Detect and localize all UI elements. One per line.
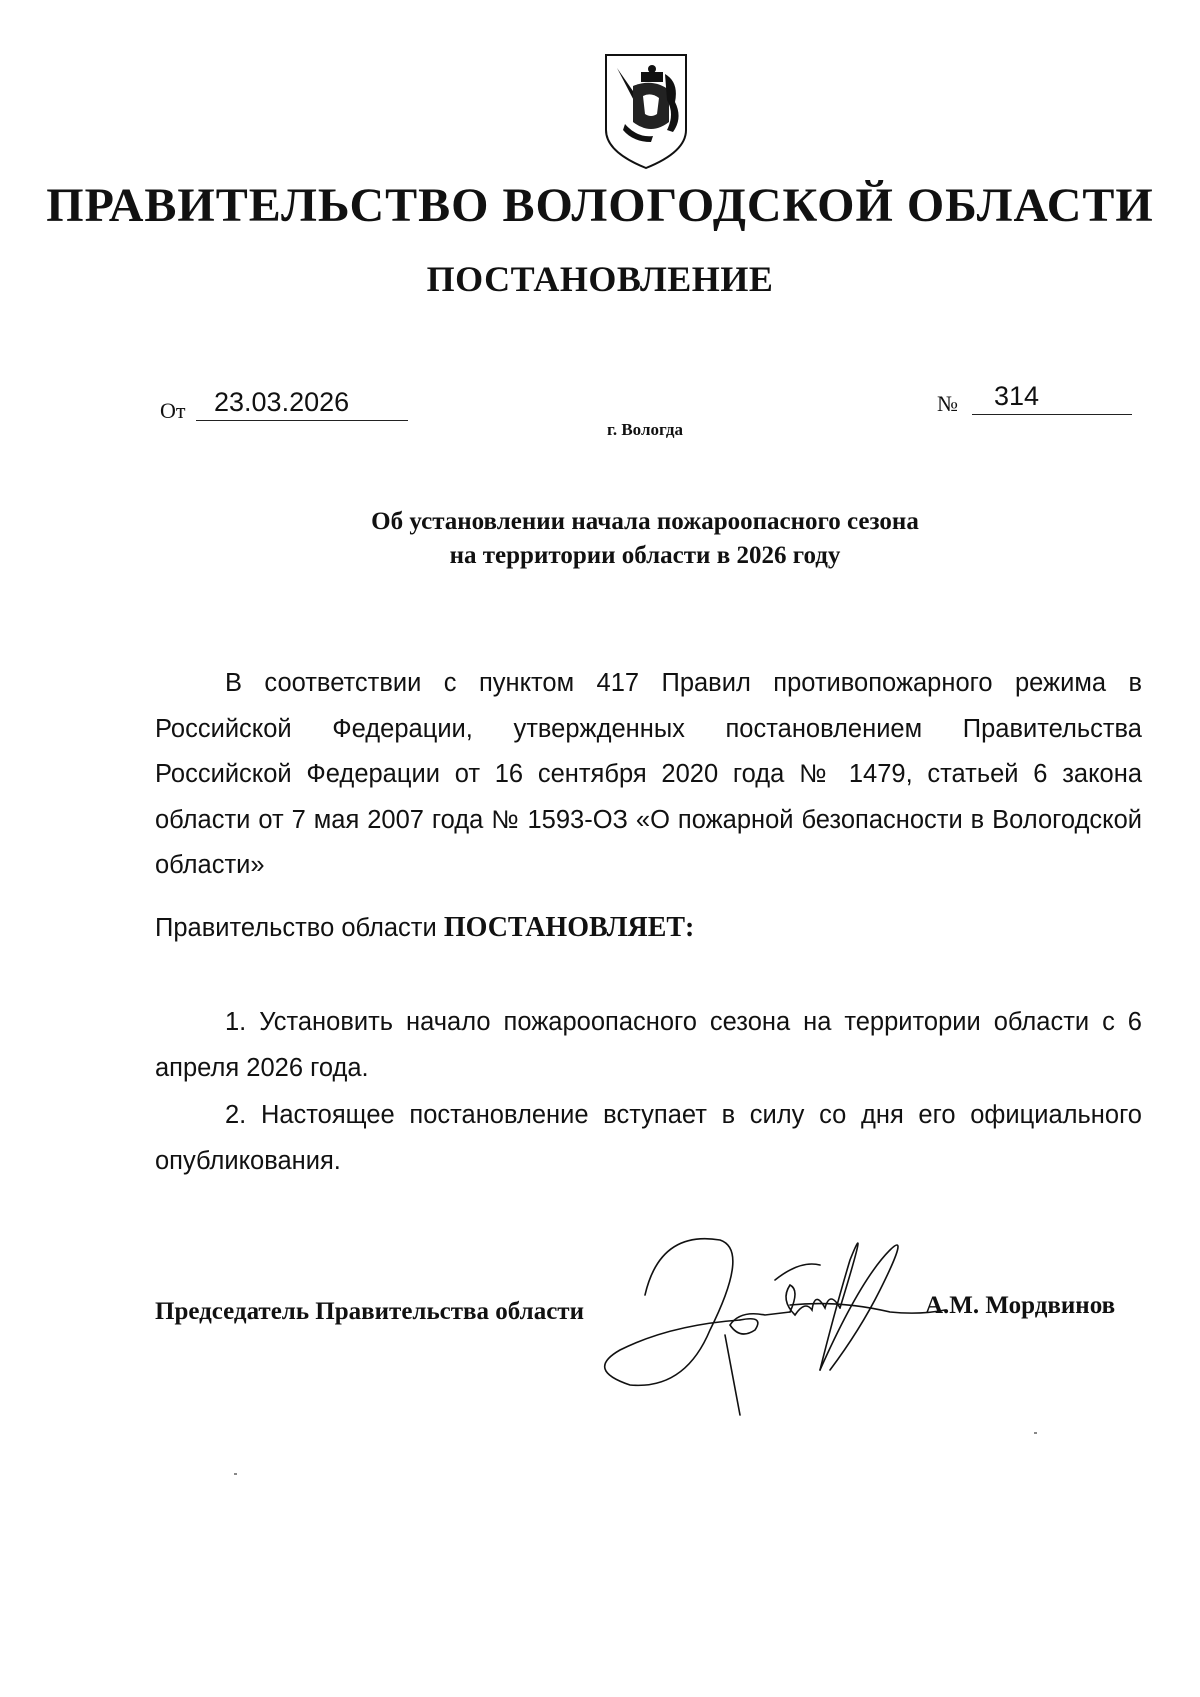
scan-speck [234,1473,237,1475]
coat-of-arms-icon [603,52,689,172]
signer-name: А.М. Мордвинов [925,1292,1116,1319]
signer-title: Председатель Правительства области [155,1298,584,1325]
document-type: ПОСТАНОВЛЕНИЕ [426,259,774,299]
decree-word: ПОСТАНОВЛЯЕТ: [443,912,695,943]
scan-speck [1034,1432,1037,1434]
decree-item-1: 1. Установить начало пожароопасного сезона на территории области с 6 апреля 2026 года. [155,1008,1142,1082]
subject-line-1: Об установлении начала пожароопасного сезона [371,508,919,535]
organization-title: ПРАВИТЕЛЬСТВО ВОЛОГОДСКОЙ ОБЛАСТИ [46,179,1154,232]
document-number: 314 [972,381,1132,415]
subject-line-2: на территории области в 2026 году [449,542,841,569]
decree-intro: Правительство области [155,914,437,942]
document-subject [0,505,1200,573]
number-prefix: № [937,391,958,416]
document-city: г. Вологда [607,420,683,439]
decree-line [155,905,1142,952]
date-prefix: От [160,398,186,423]
decree-item-2: 2. Настоящее постановление вступает в силу со дня его официального опубликования. [155,1101,1142,1175]
preamble-paragraph: В соответствии с пунктом 417 Правил противопожарного режима в Российской Федерации, утвержденных постановлением Правительства Российской Федерации от 16 сентября 2020 года № 1479, статьей 6 закона области от 7 мая 2007 года № 1593-ОЗ «О пожарной безопасности в Вологодской области» [155,669,1142,879]
handwritten-signature-icon [590,1220,960,1440]
document-date: 23.03.2026 [196,387,408,421]
